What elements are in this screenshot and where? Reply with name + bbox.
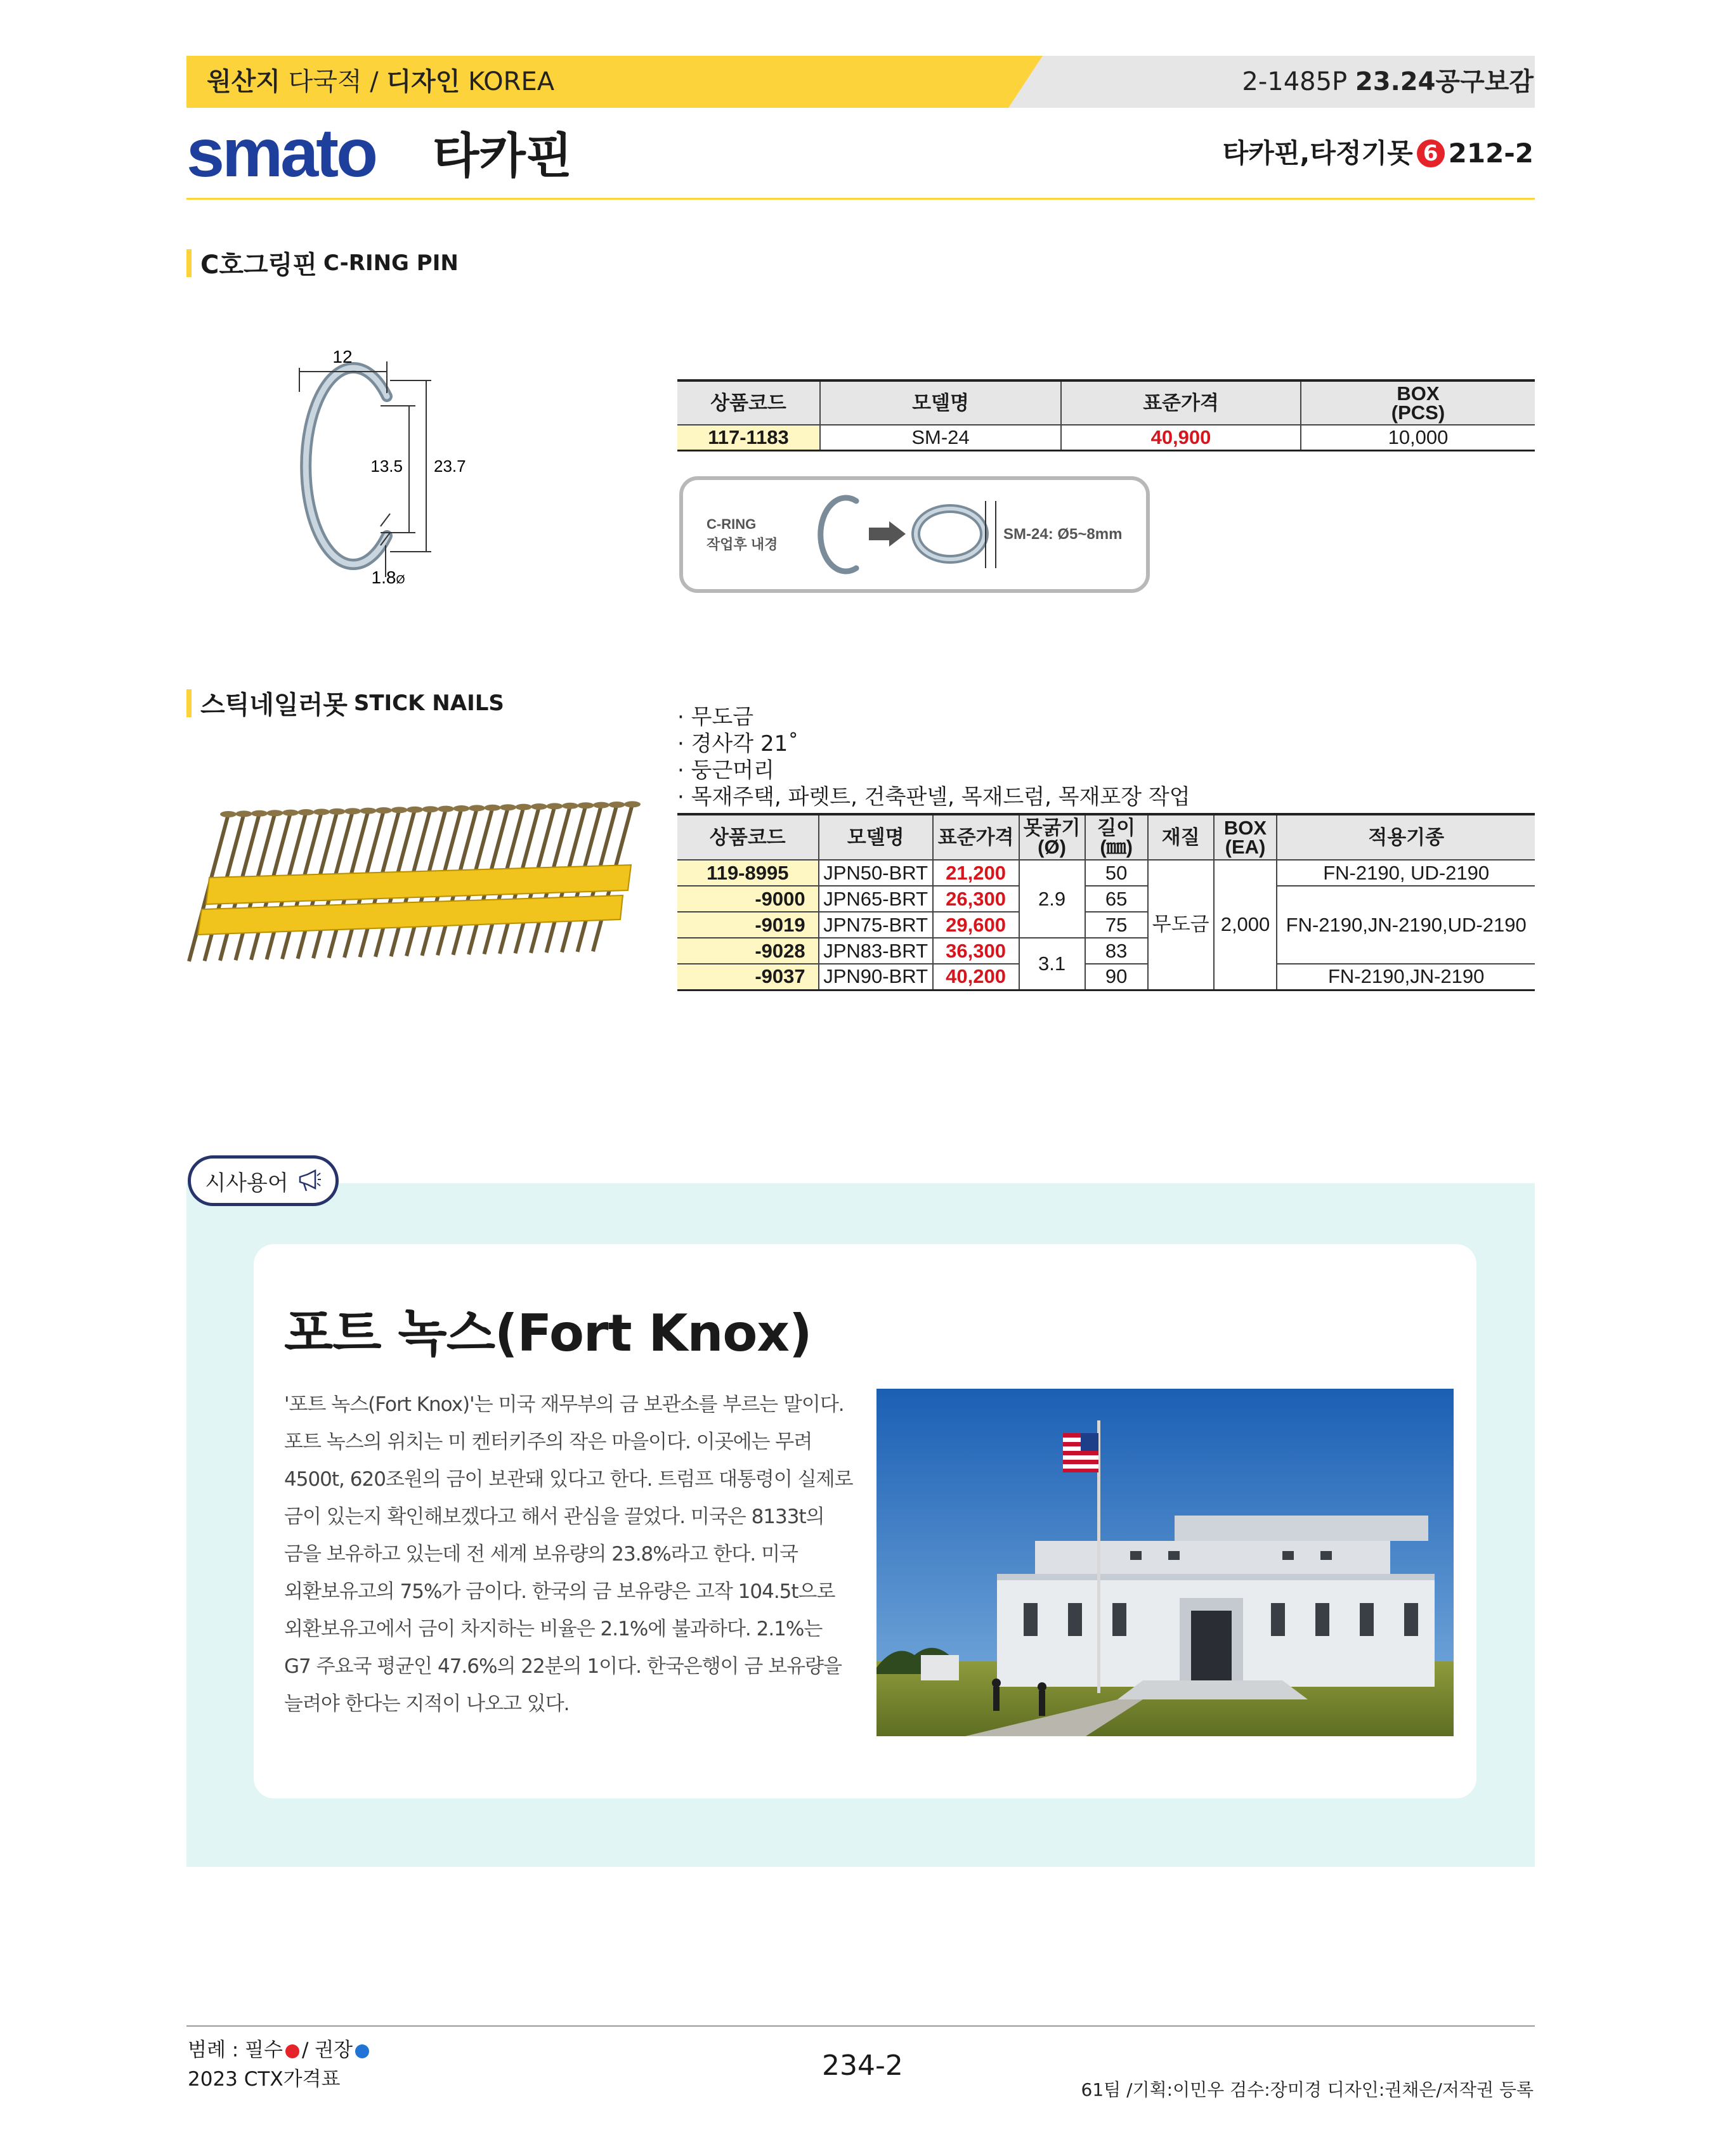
heading-accent-bar — [186, 249, 192, 277]
news-body-line: '포트 녹스(Fort Knox)'는 미국 재무부의 금 보관소를 부르는 말이다. — [284, 1393, 844, 1416]
length-value: 90 — [1085, 964, 1148, 990]
header-diameter-label: 못굵기 — [1023, 816, 1081, 839]
catalog-name: 2023 CTX가격표 — [188, 2068, 341, 2091]
nail-head — [298, 809, 315, 815]
work-spec-label: SM-24: Ø5~8mm — [1003, 526, 1123, 543]
header-machines: 적용기종 — [1277, 814, 1535, 860]
feature-list — [677, 704, 1190, 810]
machine-list: FN-2190,JN-2190,UD-2190 — [1277, 886, 1535, 964]
price: 21,200 — [933, 860, 1019, 886]
header-price: 표준가격 — [1061, 380, 1301, 425]
news-body-line: 금을 보유하고 있는데 전 세계 보유량의 23.8%라고 한다. 미국 — [284, 1543, 798, 1566]
product-code: -9019 — [677, 912, 819, 938]
category-badge: 6 — [1417, 140, 1445, 167]
nail-head — [624, 801, 641, 807]
legend-recommended-label: / 권장 — [301, 2039, 353, 2062]
nail-head — [344, 808, 361, 814]
cring-section-heading — [186, 245, 459, 281]
table-row — [677, 886, 1535, 912]
news-body-line: 금이 있는지 확인해보겠다고 해서 관심을 끌었다. 미국은 8133t의 — [284, 1505, 824, 1528]
header-box-label: BOX — [1223, 816, 1267, 839]
megaphone-icon — [296, 1168, 322, 1193]
header-diameter-unit: (Ø) — [1038, 835, 1066, 858]
news-body-line: 외환보유고의 75%가 금이다. 한국의 금 보유량은 고작 104.5t으로 — [284, 1580, 835, 1603]
footer-legend — [188, 2036, 372, 2094]
outer-dimension-label: 23.7 — [434, 457, 466, 476]
length-value: 65 — [1085, 886, 1148, 912]
news-section-tag — [188, 1155, 339, 1206]
cring-heading-ko: C호그링핀 — [200, 250, 317, 280]
nail-head — [469, 805, 485, 811]
guard-booth — [921, 1655, 959, 1680]
price: 26,300 — [933, 886, 1019, 912]
header-diameter — [1019, 814, 1085, 860]
product-code: 117-1183 — [677, 425, 820, 450]
sticknails-heading-ko: 스틱네일러못 — [200, 691, 348, 720]
price: 40,900 — [1061, 425, 1301, 450]
table-header-row — [677, 380, 1535, 425]
machine-list: FN-2190,JN-2190 — [1277, 964, 1535, 990]
category-label — [1223, 134, 1534, 172]
catalog-page-ref: 2-1485P — [1242, 67, 1348, 96]
feature-item: · 목재주택, 파렛트, 건축판넬, 목재드럼, 목재포장 작업 — [677, 784, 1190, 810]
origin-info — [207, 66, 554, 98]
nail-head — [531, 803, 547, 810]
page-number: 234-2 — [822, 2049, 903, 2082]
news-body-line: 늘려야 한다는 지적이 나오고 있다. — [284, 1692, 570, 1715]
work-label-cring: C-RING — [707, 516, 757, 532]
product-code: -9000 — [677, 886, 819, 912]
table-row — [677, 425, 1535, 450]
header-material: 재질 — [1148, 814, 1214, 860]
news-body-line: 외환보유고에서 금이 차지하는 비율은 2.1%에 불과하다. 2.1%는 — [284, 1618, 823, 1640]
nail-head — [516, 804, 532, 810]
nail-head — [391, 807, 408, 813]
price: 36,300 — [933, 938, 1019, 964]
category-code: 212-2 — [1448, 138, 1534, 169]
feature-item: · 경사각 21˚ — [677, 731, 799, 757]
nail-head — [438, 806, 454, 812]
design-label: 디자인 — [386, 67, 460, 96]
legend-line — [188, 2036, 372, 2065]
nail-head — [593, 802, 609, 808]
brand-logo-text: smato — [186, 120, 376, 190]
model-name: SM-24 — [820, 425, 1061, 450]
nail-head — [220, 811, 237, 817]
table-row — [677, 964, 1535, 990]
nail-head — [562, 803, 578, 809]
header-length-label: 길이 — [1097, 816, 1136, 839]
width-dimension-label: 12 — [332, 347, 353, 367]
header-length — [1085, 814, 1148, 860]
recommended-dot-icon — [355, 2044, 369, 2058]
cring-heading-en: C-RING PIN — [323, 250, 459, 276]
news-body-line: G7 주요국 평균인 47.6%의 22분의 1이다. 한국은행이 금 보유량을 — [284, 1655, 842, 1678]
box-quantity: 2,000 — [1214, 860, 1277, 990]
fort-knox-photo — [876, 1389, 1454, 1736]
feature-item: · 무도금 — [677, 705, 754, 730]
required-dot-icon — [285, 2044, 299, 2058]
header-box-unit: (EA) — [1225, 835, 1266, 858]
footer-credits: 61팀 /기획:이민우 검수:장미경 디자인:권채은/저작권 등록 — [1081, 2079, 1534, 2100]
category-name: 타카핀,타정기못 — [1222, 138, 1413, 169]
table-header-row — [677, 814, 1535, 860]
news-body — [284, 1386, 855, 1723]
product-code: 119-8995 — [677, 860, 819, 886]
product-code: -9037 — [677, 964, 819, 990]
price: 29,600 — [933, 912, 1019, 938]
material-value: 무도금 — [1148, 860, 1214, 990]
inner-dimension-label: 13.5 — [370, 457, 403, 476]
catalog-reference — [1242, 66, 1534, 98]
header-box-unit: (PCS) — [1391, 401, 1445, 424]
building-door — [1191, 1611, 1232, 1680]
stick-nails-image — [184, 795, 641, 966]
length-value: 83 — [1085, 938, 1148, 964]
design-value: KOREA — [468, 67, 555, 96]
cring-dimension-diagram — [279, 342, 488, 596]
diameter-value: 3.1 — [1019, 938, 1085, 990]
diameter-value: 2.9 — [1019, 860, 1085, 938]
header-box — [1301, 380, 1535, 425]
product-code: -9028 — [677, 938, 819, 964]
origin-label: 원산지 — [207, 67, 280, 96]
header-price: 표준가격 — [933, 814, 1019, 860]
machine-list: FN-2190, UD-2190 — [1277, 860, 1535, 886]
length-value: 50 — [1085, 860, 1148, 886]
footer-divider — [186, 2025, 1535, 2027]
legend-required-label: 범례 : 필수 — [188, 2039, 283, 2062]
us-flag — [1063, 1433, 1098, 1472]
nail-head — [360, 808, 377, 814]
nail-head — [547, 803, 563, 809]
news-body-line: 포트 녹스의 위치는 미 켄터키주의 작은 마을이다. 이곳에는 무려 — [284, 1431, 812, 1453]
model-name: JPN65-BRT — [819, 886, 933, 912]
sticknails-section-heading — [186, 685, 504, 721]
nail-head — [313, 808, 330, 815]
length-value: 75 — [1085, 912, 1148, 938]
nail-head — [485, 805, 501, 811]
nail-head — [422, 806, 439, 812]
entrance-steps — [1117, 1680, 1308, 1699]
heading-accent-bar — [186, 689, 192, 717]
nail-head — [329, 808, 346, 815]
header-product-code: 상품코드 — [677, 380, 820, 425]
feature-item: · 둥근머리 — [677, 758, 774, 783]
header-model: 모델명 — [820, 380, 1061, 425]
nail-head — [251, 810, 268, 817]
nail-head — [236, 810, 252, 817]
cring-product-table — [677, 379, 1535, 451]
brand-logo — [186, 120, 427, 190]
cring-work-diagram — [679, 476, 1150, 594]
building-middle — [1035, 1541, 1390, 1579]
work-label-after: 작업후 내경 — [707, 536, 778, 552]
model-name: JPN90-BRT — [819, 964, 933, 990]
news-title: 포트 녹스(Fort Knox) — [284, 1304, 812, 1363]
sticknails-heading-en: STICK NAILS — [353, 690, 504, 716]
origin-value: 다국적 — [288, 67, 362, 96]
nail-head — [267, 810, 283, 816]
model-name: JPN50-BRT — [819, 860, 933, 886]
building-ledge — [997, 1574, 1435, 1580]
nail-head — [282, 810, 299, 816]
model-name: JPN75-BRT — [819, 912, 933, 938]
news-tag-label: 시사용어 — [205, 1170, 289, 1196]
sticknails-product-table — [677, 813, 1535, 991]
nail-head — [407, 807, 423, 813]
nail-head — [578, 802, 594, 808]
building-top — [1175, 1516, 1428, 1541]
wire-dimension-label: 1.8Ø — [371, 568, 405, 587]
header-divider — [186, 198, 1535, 200]
model-name: JPN83-BRT — [819, 938, 933, 964]
header-length-unit: (㎜) — [1100, 835, 1133, 858]
header-model: 모델명 — [819, 814, 933, 860]
table-row — [677, 860, 1535, 886]
header-product-code: 상품코드 — [677, 814, 819, 860]
header-box-label: BOX — [1397, 382, 1440, 405]
page-title: 타카핀 — [433, 127, 573, 184]
nail-head — [453, 805, 470, 812]
box-quantity: 10,000 — [1301, 425, 1535, 450]
origin-separator: / — [370, 67, 379, 96]
catalog-book-name: 23.24공구보감 — [1355, 67, 1534, 96]
price: 40,200 — [933, 964, 1019, 990]
news-body-line: 4500t, 620조원의 금이 보관돼 있다고 한다. 트럼프 대통령이 실제로 — [284, 1468, 853, 1491]
nail-head — [375, 807, 392, 814]
header-box — [1214, 814, 1277, 860]
nail-head — [500, 804, 516, 810]
nail-head — [609, 802, 625, 808]
